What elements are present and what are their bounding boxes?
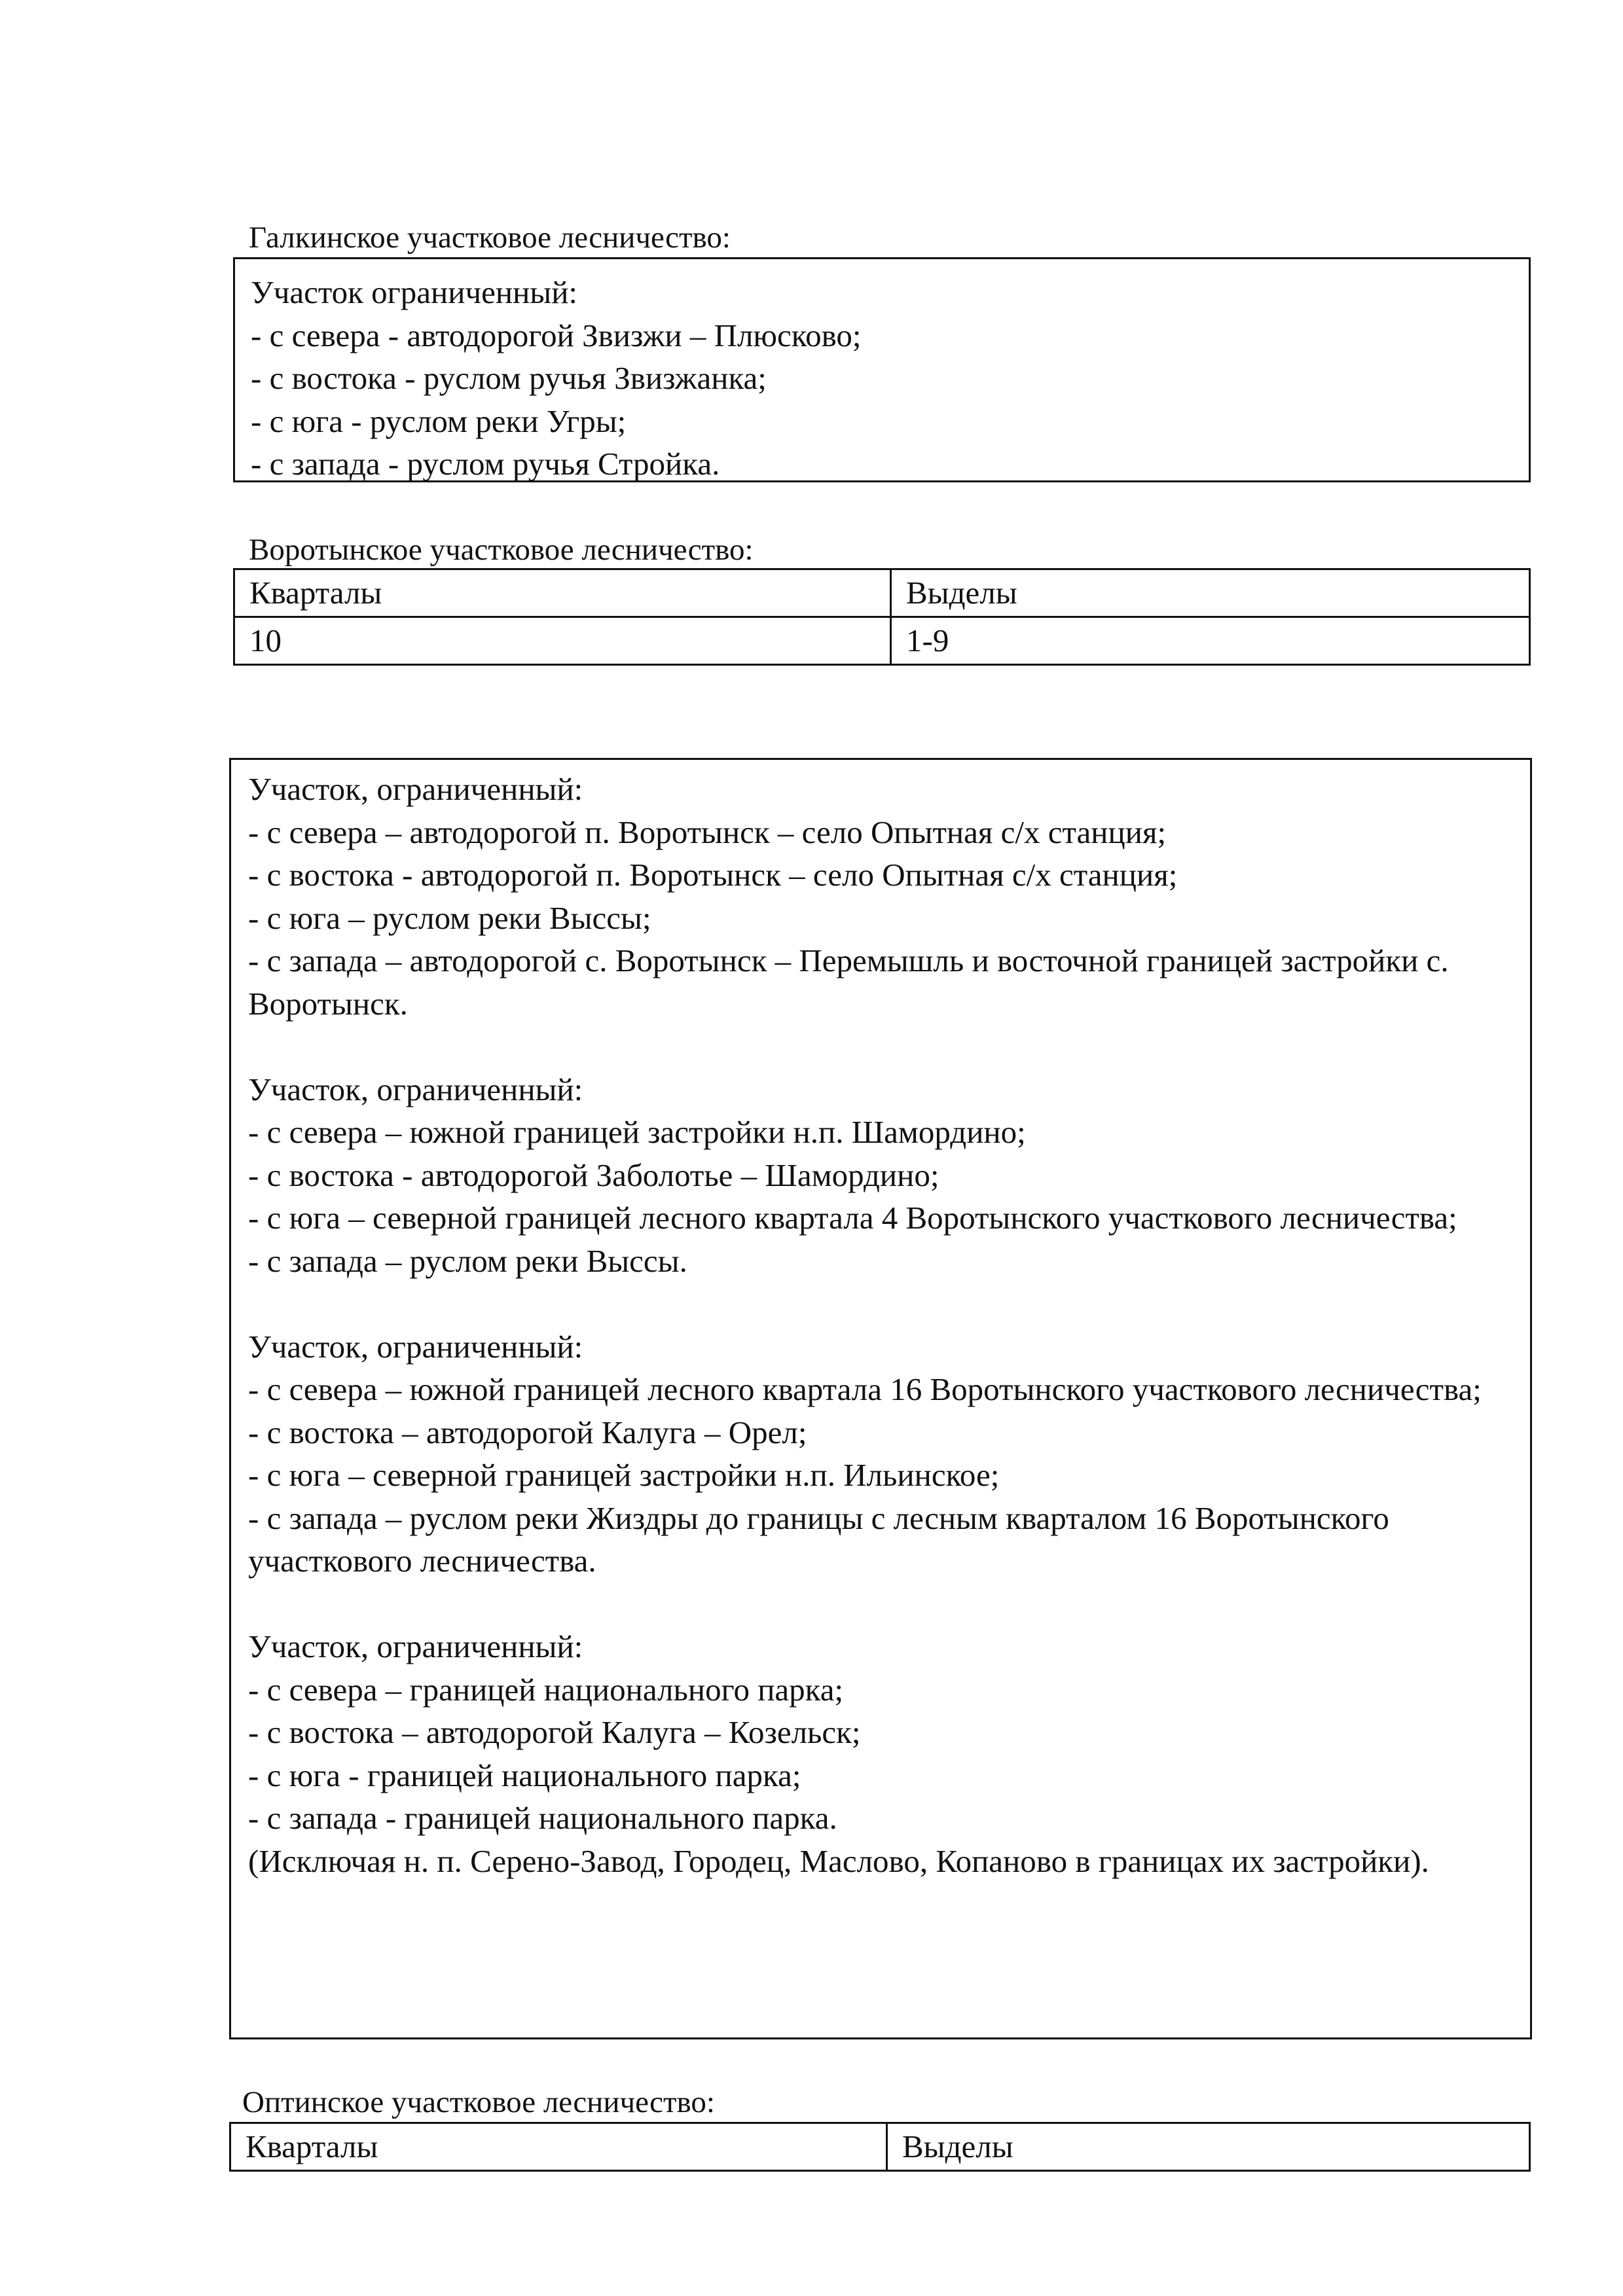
boundary-west: - с запада - руслом ручья Стройка. <box>251 446 720 482</box>
section-3 <box>248 1325 1510 1583</box>
optino-table <box>229 2122 1531 2172</box>
exclusion-note: (Исключая н. п. Серено-Завод, Городец, Маслово, Копаново в границах их застройки). <box>248 1842 1429 1879</box>
section-title: Участок, ограниченный: <box>248 1328 583 1365</box>
cell-vydely: 1-9 <box>891 617 1530 665</box>
header-vydely: Выделы <box>887 2123 1530 2171</box>
header-kvartaly: Кварталы <box>234 569 891 617</box>
section-title: Участок, ограниченный: <box>248 771 583 807</box>
boundary-north: - с севера – южной границей лесного квартала 16 Воротынского участкового лесничества; <box>248 1371 1482 1407</box>
boundary-south: - с юга - границей национального парка; <box>248 1757 801 1793</box>
boundary-east: - с востока - автодорогой Заболотье – Шамордино; <box>248 1157 939 1193</box>
section-spacer <box>248 1282 1510 1325</box>
boundary-west: - с запада – руслом реки Выссы. <box>248 1242 687 1279</box>
boundary-north: - с севера - автодорогой Звизжи – Плюсково; <box>251 317 862 353</box>
optino-heading: Оптинское участковое лесничество: <box>242 2085 715 2119</box>
galkino-section-box <box>233 257 1531 482</box>
boundary-east: - с востока – автодорогой Калуга – Козельск; <box>248 1714 861 1750</box>
galkino-heading: Галкинское участковое лесничество: <box>249 221 731 255</box>
vorotynsk-table <box>233 568 1531 666</box>
table-header-row <box>234 569 1530 617</box>
boundary-east: - с востока – автодорогой Калуга – Орел; <box>248 1414 807 1450</box>
section-4 <box>248 1625 1510 1882</box>
boundary-west: - с запада – руслом реки Жиздры до границы с лесным кварталом 16 Воротынского участкового лесничества. <box>248 1499 1389 1579</box>
boundary-north: - с севера – южной границей застройки н.п. Шамордино; <box>248 1114 1026 1150</box>
header-vydely: Выделы <box>891 569 1530 617</box>
boundary-south: - с юга - руслом реки Угры; <box>251 403 627 439</box>
cell-kvartal: 10 <box>234 617 891 665</box>
boundary-south: - с юга – северной границей лесного квартала 4 Воротынского участкового лесничества; <box>248 1200 1457 1236</box>
section-1 <box>248 768 1510 1025</box>
vorotynsk-heading: Воротынское участковое лесничество: <box>249 533 754 567</box>
boundary-east: - с востока - автодорогой п. Воротынск – село Опытная с/х станция; <box>248 857 1178 893</box>
boundary-south: - с юга – северной границей застройки н.п. Ильинское; <box>248 1457 1000 1493</box>
boundary-south: - с юга – руслом реки Выссы; <box>248 899 651 936</box>
table-row <box>234 617 1530 665</box>
boundary-north: - с севера – автодорогой п. Воротынск – село Опытная с/х станция; <box>248 814 1167 850</box>
section-spacer <box>248 1025 1510 1068</box>
boundary-west: - с запада – автодорогой с. Воротынск – Перемышль и восточной границей застройки с. Воротынск. <box>248 942 1449 1022</box>
section-2 <box>248 1068 1510 1283</box>
section-spacer <box>248 1583 1510 1626</box>
header-kvartaly: Кварталы <box>230 2123 887 2171</box>
vorotynsk-sections-box <box>229 758 1532 2039</box>
table-header-row <box>230 2123 1530 2171</box>
boundary-east: - с востока - руслом ручья Звизжанка; <box>251 360 767 396</box>
boundary-north: - с севера – границей национального парка; <box>248 1671 844 1708</box>
section-title: Участок, ограниченный: <box>248 1628 583 1664</box>
section-title: Участок, ограниченный: <box>248 1071 583 1107</box>
section-title: Участок ограниченный: <box>251 274 578 310</box>
boundary-west: - с запада - границей национального парка. <box>248 1800 837 1836</box>
